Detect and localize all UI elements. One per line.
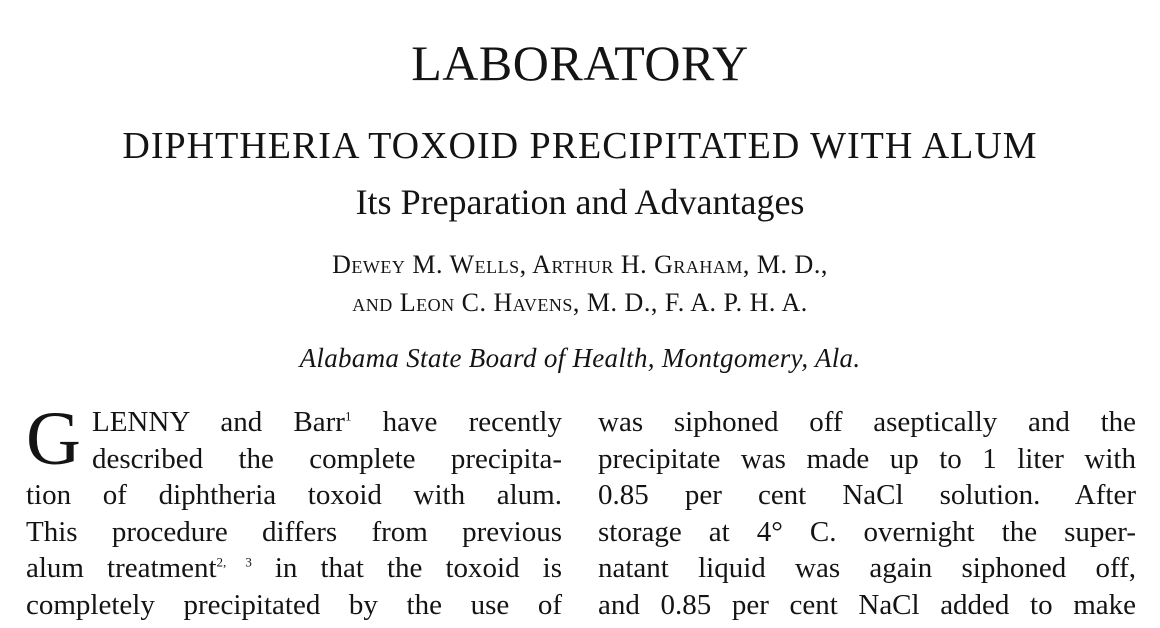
right-column [598,404,1136,623]
left-line-4: This procedure differs from previous [26,515,562,548]
right-line-6: and 0.85 per cent NaCl added to make [598,588,1136,621]
left-line-1-text-b: have recently [351,406,562,438]
footnote-ref-1: 1 [344,408,352,424]
article-subtitle: Its Preparation and Advantages [355,182,805,222]
left-line-2: described the complete precipita- [92,442,562,475]
footnote-ref-2-3: 2, 3 [216,554,252,570]
article-title: DIPHTHERIA TOXOID PRECIPITATED WITH ALUM [122,125,1038,167]
right-line-3: 0.85 per cent NaCl solution. After [598,479,1136,511]
drop-cap: G [26,397,81,481]
left-line-5-text-b: in that the toxoid is [251,552,562,584]
right-line-1: was siphoned off aseptically and the [598,406,1136,438]
left-column [26,404,562,623]
left-line-6: completely precipitated by the use of [26,588,562,621]
right-line-2: precipitate was made up to 1 liter with [598,442,1136,475]
section-heading: LABORATORY [411,35,749,91]
left-line-3: tion of diphtheria toxoid with alum. [26,479,562,511]
left-line-1-text-a: LENNY and Barr [92,406,345,438]
authors-line-1: Dewey M. Wells, Arthur H. Graham, M. D., [332,250,828,279]
authors-line-2: and Leon C. Havens, M. D., F. A. P. H. A. [352,288,808,317]
right-line-4: storage at 4° C. overnight the super- [598,515,1136,548]
left-line-1 [26,404,562,441]
left-line-5 [26,550,562,587]
left-line-5-text-a: alum treatment [26,552,217,584]
right-line-5: natant liquid was again siphoned off, [598,552,1136,584]
affiliation: Alabama State Board of Health, Montgomery, Ala. [299,343,861,373]
